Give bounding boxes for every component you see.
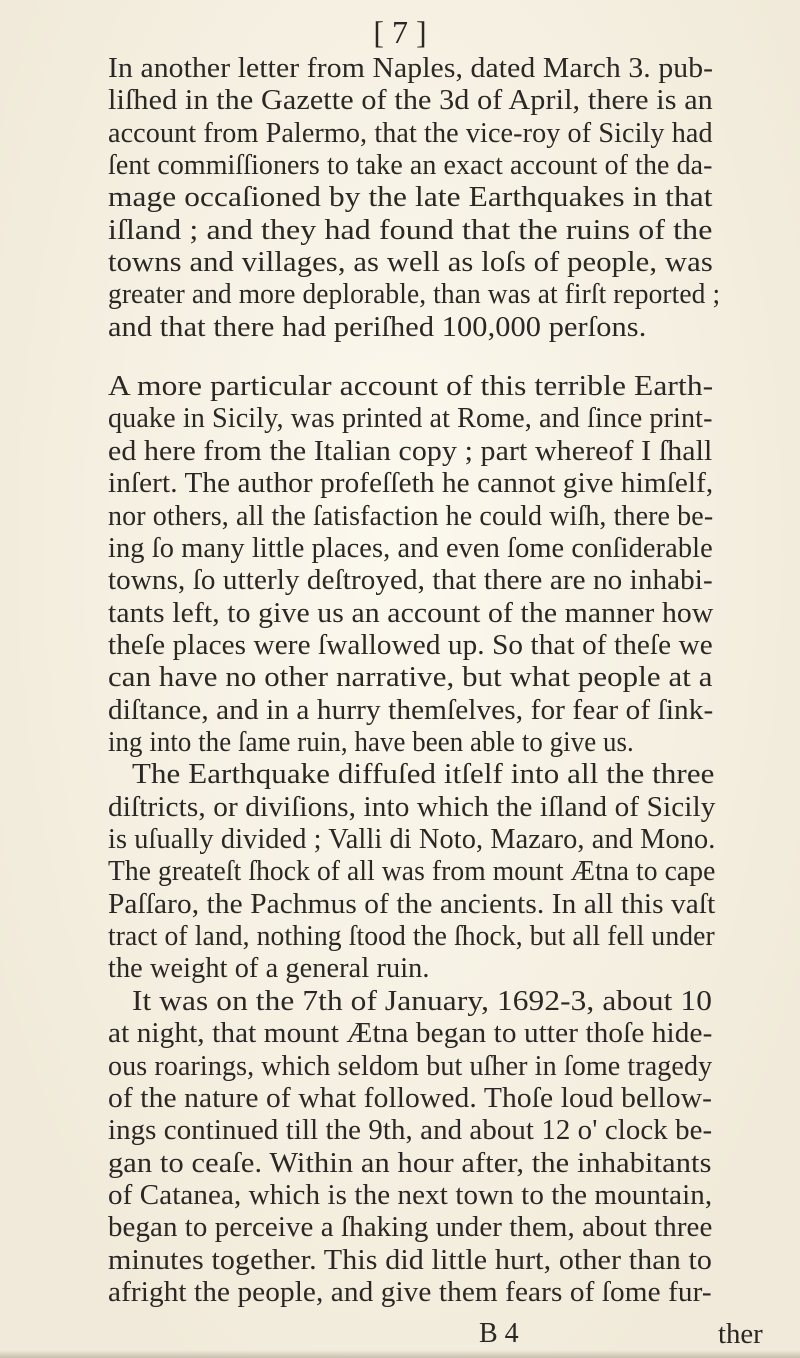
- text-line: liſhed in the Gazette of the 3d of April, there is an: [108, 84, 713, 116]
- text-line: towns, ſo utterly deſtroyed, that there are no inhabi-: [108, 564, 713, 596]
- text-line: diſtricts, or diviſions, into which the iſland of Sicily: [108, 791, 716, 823]
- text-line: In another letter from Naples, dated March 3. pub-: [108, 52, 714, 84]
- text-line: of Catanea, which is the next town to the mountain,: [108, 1179, 713, 1211]
- text-line: minutes together. This did little hurt, other than to: [108, 1244, 713, 1276]
- text-line: the weight of a general ruin.: [108, 952, 430, 984]
- text-line: ing into the ſame ruin, have been able to give us.: [108, 726, 634, 758]
- text-line: began to perceive a ſhaking under them, about three: [108, 1211, 713, 1243]
- text-line: tants left, to give us an account of the manner how: [108, 597, 714, 629]
- text-line: The Earthquake diffuſed itſelf into all the three: [132, 758, 715, 790]
- text-line: can have no other narrative, but what people at a: [108, 661, 713, 693]
- text-line: of the nature of what followed. Thoſe loud bellow-: [108, 1082, 713, 1114]
- text-line: A more particular account of this terrible Earth-: [108, 370, 714, 402]
- text-line: ed here from the Italian copy ; part whereof I ſhall: [108, 435, 713, 467]
- text-line: and that there had periſhed 100,000 perſons.: [108, 311, 647, 343]
- text-line: ous roarings, which seldom but uſher in ſome tragedy: [108, 1050, 713, 1082]
- text-line: ings continued till the 9th, and about 12 o' clock be-: [108, 1114, 713, 1146]
- text-line: at night, that mount Ætna began to utter thoſe hide-: [108, 1017, 713, 1049]
- text-line: diſtance, and in a hurry themſelves, for fear of ſink-: [108, 694, 714, 726]
- text-line: account from Palermo, that the vice-roy of Sicily had: [108, 117, 713, 149]
- text-line: The greateſt ſhock of all was from mount Ætna to cape: [108, 855, 716, 887]
- page-edge-shadow: [0, 1350, 800, 1358]
- catchword: ther: [718, 1318, 763, 1350]
- text-line: Paſſaro, the Pachmus of the ancients. In all this vaſt: [108, 888, 716, 920]
- text-line: iſland ; and they had found that the ruins of the: [108, 214, 713, 246]
- text-line: afright the people, and give them fears of ſome fur-: [108, 1276, 712, 1308]
- text-line: tract of land, nothing ſtood the ſhock, but all fell under: [108, 920, 715, 952]
- text-line: nor others, all the ſatisfaction he could wiſh, there be-: [108, 500, 714, 532]
- text-line: inſert. The author profeſſeth he cannot give himſelf,: [108, 467, 714, 499]
- text-line: is uſually divided ; Valli di Noto, Mazaro, and Mono.: [108, 823, 716, 855]
- text-line: ſent commiſſioners to take an exact account of the da-: [108, 149, 713, 181]
- text-line: mage occaſioned by the late Earthquakes in that: [108, 181, 713, 213]
- text-line: theſe places were ſwallowed up. So that of theſe we: [108, 629, 713, 661]
- page-number-header: [ 7 ]: [373, 14, 427, 50]
- signature-mark: B 4: [479, 1318, 519, 1349]
- text-line: It was on the 7th of January, 1692-3, about 10: [132, 985, 712, 1017]
- text-line: towns and villages, as well as loſs of people, was: [108, 246, 713, 278]
- text-line: greater and more deplorable, than was at firſt reported ;: [108, 278, 721, 310]
- text-line: gan to ceaſe. Within an hour after, the inhabitants: [108, 1147, 712, 1179]
- text-line: ing ſo many little places, and even ſome conſiderable: [108, 532, 713, 564]
- text-line: quake in Sicily, was printed at Rome, and ſince print-: [108, 402, 713, 434]
